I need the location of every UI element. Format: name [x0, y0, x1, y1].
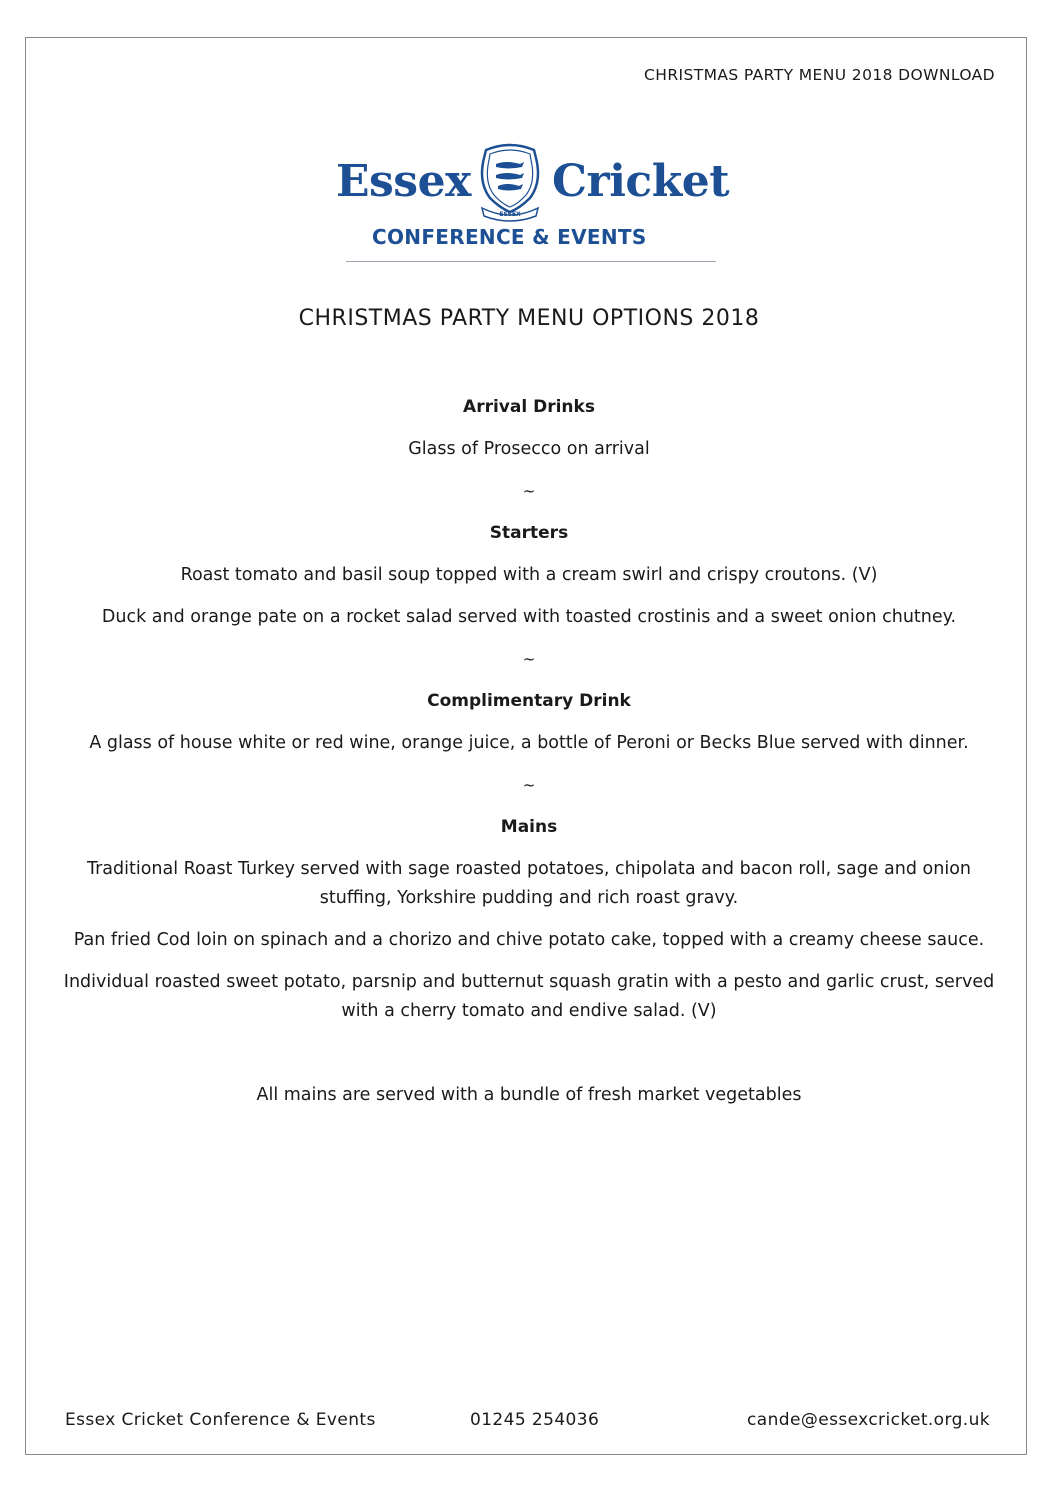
main-item: Pan fried Cod loin on spinach and a chorizo and chive potato cake, topped with a creamy cheese sauce. — [73, 930, 985, 950]
section-heading-arrival: Arrival Drinks — [463, 397, 595, 417]
header-label: CHRISTMAS PARTY MENU 2018 DOWNLOAD — [644, 66, 995, 84]
main-item: Individual roasted sweet potato, parsnip and butternut squash gratin with a pesto and garlic crust, served with a cherry tomato and endive salad. (V) — [63, 972, 995, 1021]
footer-organisation: Essex Cricket Conference & Events — [65, 1410, 376, 1430]
section-heading-starters: Starters — [489, 523, 569, 543]
footer-email: cande@essexcricket.org.uk — [747, 1410, 990, 1430]
section-heading-mains: Mains — [500, 817, 558, 837]
drink-item: A glass of house white or red wine, orange juice, a bottle of Peroni or Becks Blue served with dinner. — [89, 733, 969, 753]
logo-subtitle: CONFERENCE & EVENTS — [372, 225, 647, 249]
page-title: CHRISTMAS PARTY MENU OPTIONS 2018 — [298, 306, 760, 331]
section-heading-drink: Complimentary Drink — [427, 691, 631, 711]
essex-cricket-logo — [330, 140, 730, 270]
arrival-item: Glass of Prosecco on arrival — [408, 439, 650, 459]
menu-body — [60, 393, 998, 1110]
separator: ~ — [522, 776, 536, 794]
crest-ribbon-text: ESSEX — [499, 211, 521, 218]
logo-word-essex: Essex — [336, 156, 471, 207]
starter-item: Roast tomato and basil soup topped with a cream swirl and crispy croutons. (V) — [180, 565, 878, 585]
mains-note: All mains are served with a bundle of fresh market vegetables — [256, 1085, 802, 1105]
logo-divider — [346, 261, 716, 262]
logo-word-cricket: Cricket — [552, 156, 730, 207]
footer-phone: 01245 254036 — [470, 1410, 600, 1430]
crest-icon — [476, 142, 544, 222]
separator: ~ — [522, 650, 536, 668]
starter-item: Duck and orange pate on a rocket salad served with toasted crostinis and a sweet onion chutney. — [101, 607, 957, 627]
main-item: Traditional Roast Turkey served with sage roasted potatoes, chipolata and bacon roll, sage and onion stuffing, Yorkshire pudding and rich roast gravy. — [86, 859, 972, 908]
separator: ~ — [522, 482, 536, 500]
